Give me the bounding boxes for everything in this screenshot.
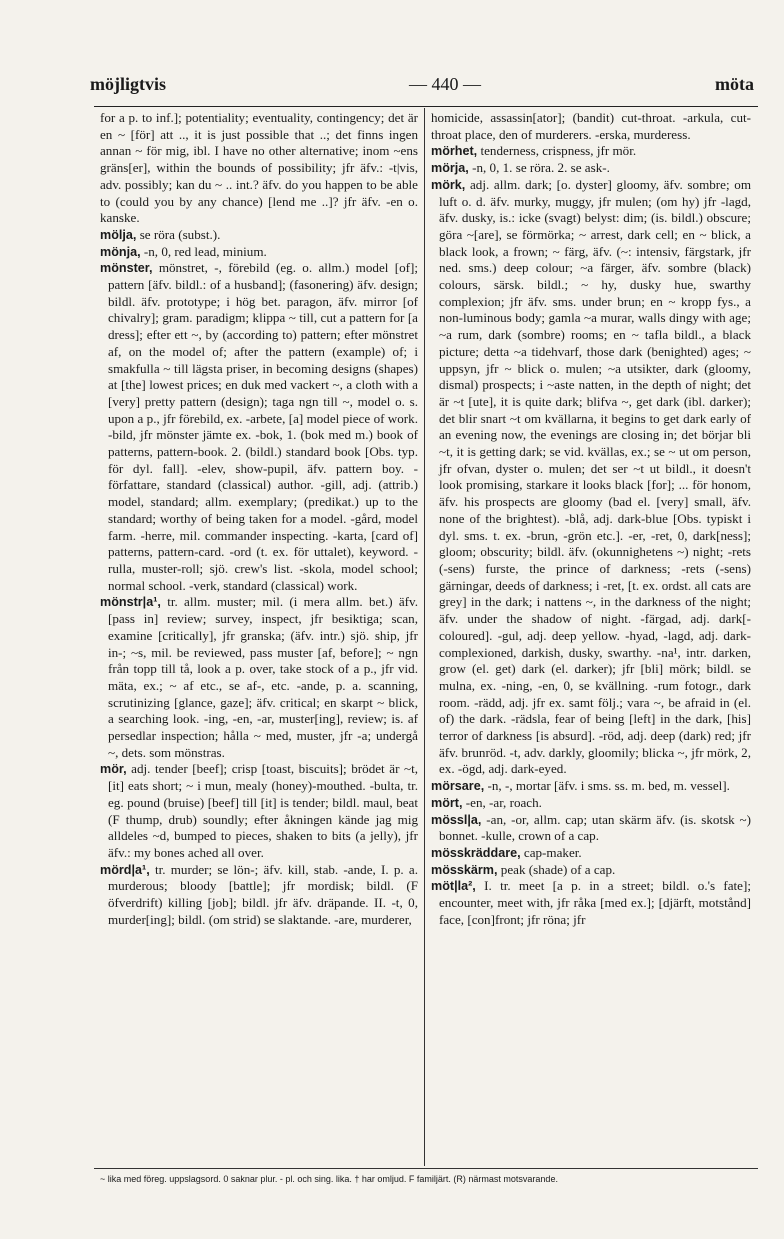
- entry-definition: tr. murder; se lön-; äfv. kill, stab. -ande, I. p. a. murderous; bloody [battle]; jfr mordisk; bildl. (F öfverdrift) killing [job]; bildl. jfr äfv. dräpande. II. -t, 0, murder[ing]; bildl. (om strid) se slaktande. -are, murderer,: [108, 861, 418, 927]
- entry-headword: möt|la²,: [431, 879, 476, 894]
- entry-headword: mörhet,: [431, 144, 478, 159]
- entry-definition: for a p. to inf.]; potentiality; eventuality, contingency; det är en ~ [för] att .., it is just possible that ..; det finns ingen annan ~ för mig, ibl. I have no other alternative; inom ~ens gräns[er], within the bounds of possibility; jfr äfv.: -t|vis, adv. possibly; kan du ~ .. int.? äfv. do you happen to be able to (could you by any chance) [lend me ..]? jfr äfv. -en o. kanske.: [100, 110, 418, 226]
- entry-definition: homicide, assassin[ator]; (bandit) cut-throat. -arkula, cut-throat place, den of murderers. -erska, murderess.: [431, 110, 751, 142]
- entry-definition: -n, 0, 1. se röra. 2. se ask-.: [472, 160, 610, 176]
- entry-definition: -n, -, mortar [äfv. i sms. ss. m. bed, m. vessel].: [487, 778, 730, 794]
- entry-headword: mösskärm,: [431, 862, 498, 877]
- entry-headword: mörja,: [431, 161, 469, 176]
- dictionary-entry: [100, 260, 418, 594]
- dictionary-entry: [100, 244, 418, 261]
- entry-definition: peak (shade) of a cap.: [500, 861, 616, 877]
- abbreviation-legend: ~ lika med föreg. uppslagsord. 0 saknar plur. - pl. och sing. lika. † har omljud. F familjärt. (R) närmast motsvarande.: [100, 1174, 558, 1184]
- entry-headword: mört,: [431, 795, 463, 810]
- dictionary-entry: [100, 110, 418, 227]
- dictionary-entry: [431, 160, 751, 177]
- page-number: — 440 —: [409, 74, 481, 94]
- header-rule: [94, 106, 758, 107]
- dictionary-entry: [431, 845, 751, 862]
- dictionary-entry: [431, 143, 751, 160]
- header-last-word: möta: [715, 74, 754, 94]
- entry-headword: mösskräddare,: [431, 845, 521, 860]
- entry-headword: mör,: [100, 762, 127, 777]
- entry-definition: adj. tender [beef]; crisp [toast, biscuits]; brödet är ~t, [it] eats short; ~ i mun, mealy (honey)-mouthed. -bulta, tr. eg. pound (bruise) [beef] till [it] is tender; bildl. maul, beat (F thump, drub) soundly; efter åkningen kände jag mig alldeles ~d, bumped to pieces, shaken to bits (a jelly), jfr äfv.: my bones ached all over.: [108, 761, 418, 860]
- dictionary-entry: [431, 812, 751, 845]
- header-first-word: möjligtvis: [90, 74, 166, 94]
- entry-headword: mönstr|a¹,: [100, 595, 161, 610]
- entry-definition: tenderness, crispness, jfr mör.: [480, 143, 637, 159]
- page-header: [90, 68, 754, 104]
- dictionary-entry: [431, 795, 751, 812]
- dictionary-entry: [100, 761, 418, 861]
- entry-definition: -an, -or, allm. cap; utan skärm äfv. (is. skotsk ~) bonnet. -kulle, crown of a cap.: [439, 811, 751, 844]
- entry-headword: mörd|a¹,: [100, 862, 150, 877]
- entry-headword: mössl|a,: [431, 812, 482, 827]
- entry-definition: tr. allm. muster; mil. (i mera allm. bet.) äfv. [pass in] review; survey, inspect, jfr besiktiga; scan, examine [critically], jfr granska; (äfv. intr.) sjö. ship, jfr in-; ~s, mil. be reviewed, pass muster [af, before]; ~ ngn från topp till tå, look a p. over, take stock of a p., jfr vid. mäta, ex.; ~ af etc., se af-, etc. -ande, p. a. scanning, scrutinizing [glance, gaze]; äfv. critical; en skarpt ~ blick, a searching look. -ing, -en, -ar, muster[ing], review; is. af persedlar inspection; hålla ~ med, muster, jfr -a; undergå ~, dets. som mönstras.: [108, 594, 418, 760]
- dictionary-entry: [431, 177, 751, 778]
- dictionary-entry: [431, 778, 751, 795]
- entry-definition: adj. allm. dark; [o. dyster] gloomy, äfv. sombre; om luft o. d. äfv. murky, muggy, jfr mulen; (om hy) jfr -lagd, äfv. dusky, is.: icke (svagt) belyst: dim; (is. bildl.) obscure; göra ~[are], se förmörka; ~ arrest, dark cell; en ~ blick, a black look, a frown; ~ färg, äfv. (~: intensiv, färgstark, jfr ned. sms.) deep colour; ~a färger, äfv. sombre (black) colours, särsk. bildl.; ~ hy, dusky hue, swarthy complexion; jfr äfv. sms. under brun; en ~ kropp fys., a non-luminous body; gamla ~a murar, walls dingy with age; ~a rum, dark (sombre) rooms; en ~ tafla bildl., a black picture; detta ~a tidehvarf, those dark (benighted) ages; ~ uppsyn, jfr ~ blick o. mulen; ~a utsikter, dark (gloomy, dismal) prospects; i ~aste natten, in the depth of night; det är ~t [ute], it is quite dark; blifva ~, get dark (ibl. darker); det blir snart ~t om kvällarna, it begins to get dark early of an evening now, the evenings are closing in; det börjar bli ~t, it is getting dark; se vid. kvällas, ex.; se ~ ut om person, jfr ofvan, dyster o. mulen; det ser ~t ut bildl., it doesn't look promising, starkare it looks black [for]; ... för honom, äfv. his prospects are gloomy (bad el. [very] small, äfv. none of the brightest). -blå, adj. dark-blue [Obs. typiskt i dyl. sms. t. ex. -brun, -grön etc.]. -er, -ret, 0, dark[ness]; gloom; obscurity; bildl. äfv. (okunnighetens ~) night; -rets (-sens) furste, the prince of darkness; -rets (-sens) gärningar, deeds of darkness; i -ret, [t. ex. ordst. all cats are grey] in the dark; i nattens ~, in the darkness of the night; äfv. under the shadow of night. -färgad, adj. dark[-coloured]. -gul, adj. deep yellow. -hyad, -lagd, adj. dark-complexioned, darkish, dusky, swarthy. -na¹, intr. darken, grow (el. get) dark (el. darker); jfr [bli] mörk; bildl. se mulna, ex. -ning, -en, 0, se kvällning. -rum fotogr., dark room. -rädd, adj. jfr ex. samt följ.; vara ~, be afraid in (el. of) the dark. -rädsla, fear of being [left] in the dark, [his] terror of darkness [is absurd]. -röd, adj. deep (dark) red; jfr äfv. brunröd. -t, adv. darkly, gloomily; blicka ~, jfr mörk, 2, ex. -ögd, adj. dark-eyed.: [439, 176, 752, 777]
- entry-headword: mörsare,: [431, 779, 485, 794]
- dictionary-entry: [431, 110, 751, 143]
- right-column: [431, 110, 751, 928]
- entry-headword: mölja,: [100, 227, 137, 242]
- entry-definition: -n, 0, red lead, minium.: [143, 243, 267, 259]
- dictionary-entry: [100, 862, 418, 929]
- entry-headword: mönster,: [100, 261, 153, 276]
- entry-definition: I. tr. meet [a p. in a street; bildl. o.'s fate]; encounter, meet with, jfr råka [med ex.]; [djärft, motstånd] face, [con]front; jfr röna; jfr: [439, 878, 751, 927]
- dictionary-entry: [431, 878, 751, 928]
- left-column: [100, 110, 418, 928]
- footer-rule: [94, 1168, 758, 1169]
- entry-definition: cap-maker.: [523, 844, 582, 860]
- dictionary-entry: [431, 862, 751, 879]
- column-divider: [424, 108, 425, 1166]
- entry-headword: mönja,: [100, 244, 141, 259]
- dictionary-entry: [100, 594, 418, 761]
- entry-definition: -en, -ar, roach.: [465, 794, 542, 810]
- entry-definition: se röra (subst.).: [139, 226, 221, 242]
- entry-definition: mönstret, -, förebild (eg. o. allm.) model [of]; pattern [äfv. bildl.: of a husband]; (fasonering) äfv. design; bildl. äfv. prototype; i hög bet. paragon, äfv. mirror [of chivalry]; gram. paradigm; klippa ~ till, cut a pattern for [a dress]; efter ett ~, by (according to) pattern; efter mönstret af, on the model of; after the pattern (example) of; i smakfulla ~ till lägsta priser, in becoming designs (shapes) at [the] lowest prices; en duk med vackert ~, a cloth with a [very] pretty pattern (design); taga ngn till ~, model o. s. upon a p., jfr förebild, ex. -arbete, [a] model piece of work. -bild, jfr mönster jämte ex. -bok, 1. (bok med m.) book of patterns, pattern-book. 2. (bildl.) standard book [Obs. typ. för dyl. fall]. -elev, show-pupil, äfv. pattern boy. -författare, standard (classical) author. -gill, adj. (attrib.) model, standard; allm. exemplary; (predikat.) up to the standard; worthy of being taken for a model. -gård, model farm. -herre, mil. commander inspecting. -karta, [card of] patterns, pattern-card. -ord (t. ex. för uttalet), keyword. -rulla, muster-roll; sjö. crew's list. -skola, model school; normal school. -verk, standard (classical) work.: [108, 260, 418, 593]
- entry-headword: mörk,: [431, 177, 466, 192]
- dictionary-entry: [100, 227, 418, 244]
